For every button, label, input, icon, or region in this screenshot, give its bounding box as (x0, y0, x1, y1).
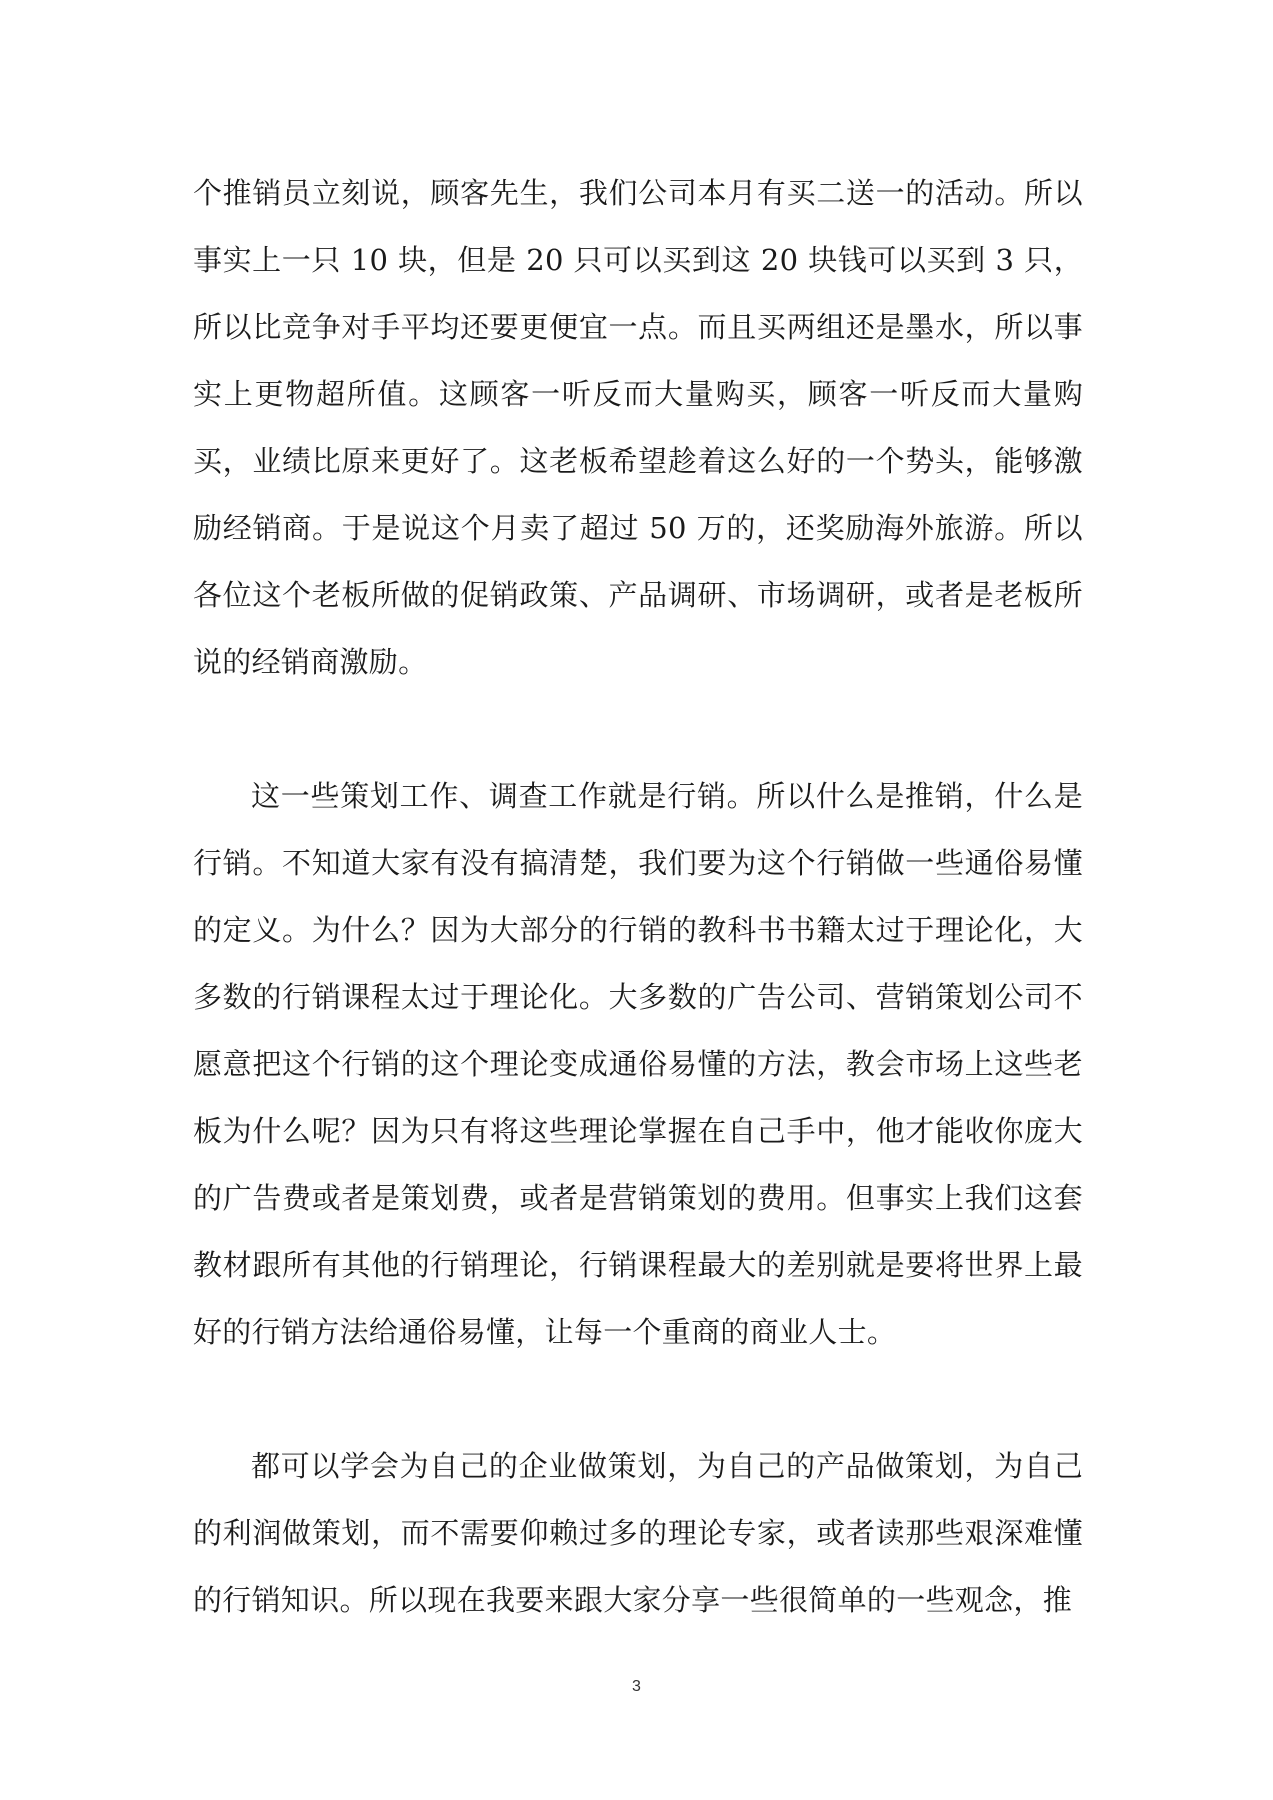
page-body (193, 160, 1083, 1634)
paragraph-what-is-marketing: 这一些策划工作、调查工作就是行销。所以什么是推销，什么是行销。不知道大家有没有搞清楚，我们要为这个行销做一些通俗易懂的定义。为什么？因为大部分的行销的教科书书籍太过于理论化，大多数的行销课程太过于理论化。大多数的广告公司、营销策划公司不愿意把这个行销的这个理论变成通俗易懂的方法，教会市场上这些老板为什么呢？因为只有将这些理论掌握在自己手中，他才能收你庞大的广告费或者是策划费，或者是营销策划的费用。但事实上我们这套教材跟所有其他的行销理论，行销课程最大的差别就是要将世界上最好的行销方法给通俗易懂，让每一个重商的商业人士。 (193, 779, 1083, 1349)
page-number: 3 (632, 1678, 641, 1695)
paragraph-promotion-story: 个推销员立刻说，顾客先生，我们公司本月有买二送一的活动。所以事实上一只 10 块，但是 20 只可以买到这 20 块钱可以买到 3 只，所以比竞争对手平均还要更便宜一点。而且买两组还是墨水，所以事实上更物超所值。这顾客一听反而大量购买，顾客一听反而大量购买，业绩比原来更好了。这老板希望趁着这么好的一个势头，能够激励经销商。于是说这个月卖了超过 50 万的，还奖励海外旅游。所以各位这个老板所做的促销政策、产品调研、市场调研，或者是老板所说的经销商激励。 (193, 176, 1083, 679)
paragraph-self-planning: 都可以学会为自己的企业做策划，为自己的产品做策划，为自己的利润做策划，而不需要仰赖过多的理论专家，或者读那些艰深难懂的行销知识。所以现在我要来跟大家分享一些很简单的一些观念，推 (193, 1449, 1083, 1617)
